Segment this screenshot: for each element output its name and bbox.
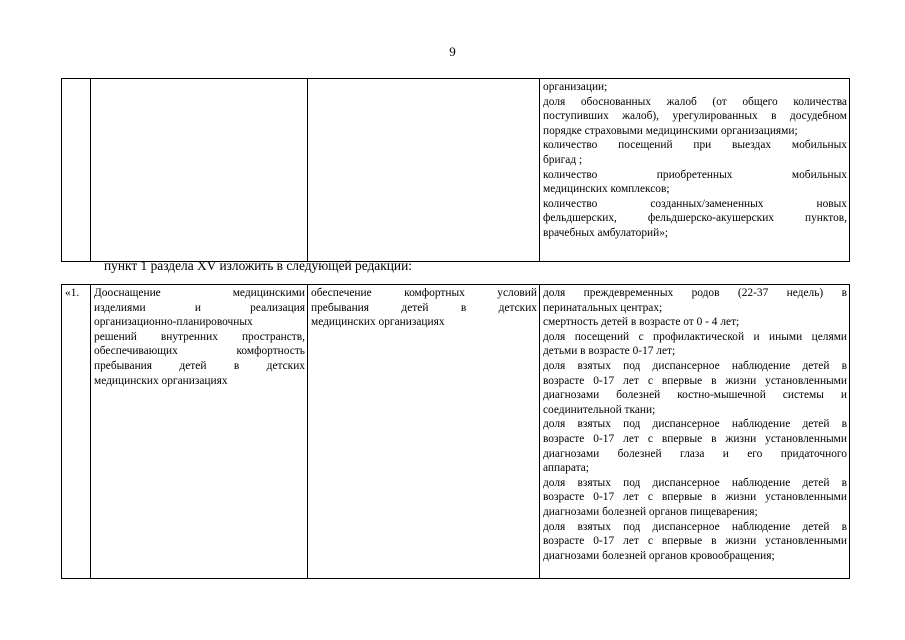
text-line: возрасте 0-17 лет с впервые в жизни установленными: [543, 374, 847, 387]
amendment-instruction: пункт 1 раздела XV изложить в следующей редакции:: [104, 258, 412, 273]
text-line: бригад ;: [543, 153, 583, 166]
text-line: аппарата;: [543, 462, 589, 475]
amended-table: [61, 284, 850, 579]
text-line: возрасте 0-17 лет с впервые в жизни установленными: [543, 432, 847, 445]
text-line: перинатальных центрах;: [543, 301, 663, 314]
text-line: пребывания детей в детских: [94, 359, 305, 372]
text-line: медицинских организациях: [94, 374, 228, 387]
text-line: организационно-планировочных: [94, 316, 253, 329]
text-line: количество приобретенных мобильных: [543, 168, 847, 181]
table-row: [62, 79, 850, 262]
text-line: изделиями и реализация: [94, 301, 305, 314]
table-row: [62, 285, 850, 579]
text-line: количество посещений при выездах мобильных: [543, 139, 847, 152]
text-line: медицинских комплексов;: [543, 183, 670, 196]
text-line: доля посещений с профилактической и иными целями: [543, 330, 847, 343]
text-line: доля взятых под диспансерное наблюдение детей в: [543, 520, 847, 533]
text-line: диагнозами болезней органов пищеварения;: [543, 505, 758, 518]
indicators-cell: [540, 79, 850, 262]
text-line: смертность детей в возрасте от 0 - 4 лет;: [543, 316, 740, 329]
text-line: порядке страховыми медицинскими организациями;: [543, 124, 798, 137]
activity-cell: [91, 285, 308, 579]
text-line: поступивших жалоб), урегулированных в досудебном: [543, 110, 847, 123]
text-line: фельдшерских, фельдшерско-акушерских пунктов,: [543, 212, 847, 225]
number-cell: [62, 79, 91, 262]
indicators-cell: [540, 285, 850, 579]
text-line: соединительной ткани;: [543, 403, 656, 416]
text-line: доля взятых под диспансерное наблюдение детей в: [543, 359, 847, 372]
goal-cell: [308, 79, 540, 262]
page-number: 9: [449, 44, 456, 59]
text-line: доля взятых под диспансерное наблюдение детей в: [543, 418, 847, 431]
number-cell: [62, 285, 91, 579]
text-line: возрасте 0-17 лет с впервые в жизни установленными: [543, 535, 847, 548]
text-line: диагнозами болезней глаза и его придаточного: [543, 447, 847, 460]
text-line: пребывания детей в детских: [311, 301, 537, 314]
activity-cell: [91, 79, 308, 262]
text-line: количество созданных/замененных новых: [543, 197, 847, 210]
text-line: детьми в возрасте 0-17 лет;: [543, 345, 676, 358]
text-line: медицинских организациях: [311, 316, 445, 329]
text-line: обеспечивающих комфортность: [94, 345, 305, 358]
text-line: возрасте 0-17 лет с впервые в жизни установленными: [543, 491, 847, 504]
text-line: диагнозами болезней органов кровообращения;: [543, 549, 775, 562]
text-line: решений внутренних пространств,: [94, 330, 305, 343]
text-line: доля преждевременных родов (22-37 недель) в: [543, 287, 847, 299]
text-line: доля взятых под диспансерное наблюдение детей в: [543, 476, 847, 489]
text-line: организации;: [543, 81, 608, 93]
text-line: Дооснащение медицинскими: [94, 287, 305, 299]
goal-cell: [308, 285, 540, 579]
text-line: диагнозами болезней костно-мышечной системы и: [543, 389, 847, 402]
text-line: обеспечение комфортных условий: [311, 287, 537, 299]
continued-table: [61, 78, 850, 262]
text-line: доля обоснованных жалоб (от общего количества: [543, 95, 847, 108]
text-line: врачебных амбулаторий»;: [543, 226, 669, 239]
item-number: «1.: [65, 287, 80, 299]
